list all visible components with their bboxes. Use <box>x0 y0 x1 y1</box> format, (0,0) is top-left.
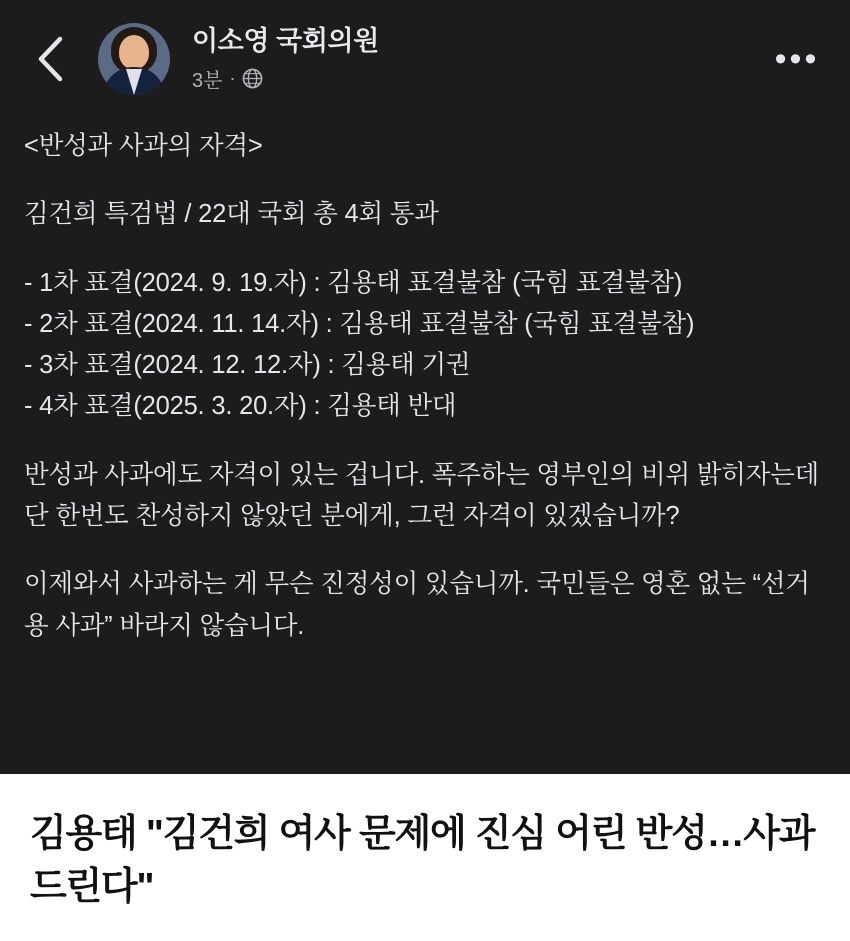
back-button[interactable] <box>24 33 76 85</box>
avatar-face <box>119 35 149 69</box>
post-title-line: <반성과 사과의 자격> <box>24 132 263 160</box>
meta-separator: · <box>229 68 236 89</box>
post-paragraph-1: 반성과 사과에도 자격이 있는 겁니다. 폭주하는 영부인의 비위 밝히자는데 단 한번도 찬성하지 않았던 분에게, 그런 자격이 있겠습니까? <box>24 460 819 531</box>
spacer-3 <box>24 428 826 455</box>
spacer-1 <box>24 167 826 194</box>
timestamp[interactable]: 3분 <box>192 70 223 93</box>
post-text <box>0 118 850 774</box>
post-paragraph-2: 이제와서 사과하는 게 무슨 진정성이 있습니까. 국민들은 영혼 없는 “선거용 사과” 바라지 않습니다. <box>24 570 810 640</box>
ellipsis-icon: ••• <box>774 39 820 78</box>
avatar[interactable] <box>98 23 170 95</box>
vote-line: - 3차 표결(2024. 12. 12.자) : 김용태 기권 <box>24 351 471 380</box>
vote-line: - 2차 표결(2024. 11. 14.자) : 김용태 표결불참 (국힘 표결불참) <box>24 309 695 338</box>
more-options-button[interactable] <box>770 37 824 81</box>
author-name[interactable]: 이소영 국회의원 <box>192 25 379 56</box>
post-subtitle-line: 김건희 특검법 / 22대 국회 총 4회 통과 <box>24 200 439 229</box>
post-meta <box>192 64 770 93</box>
globe-icon[interactable] <box>242 68 263 89</box>
link-preview-headline: 김용태 "김건희 여사 문제에 진심 어린 반성…사과드린다" <box>30 813 815 908</box>
post-header <box>0 0 850 118</box>
header-text-block <box>192 25 770 94</box>
vote-line: - 1차 표결(2024. 9. 19.자) : 김용태 표결불참 (국힘 표결불참) <box>24 268 683 297</box>
spacer-2 <box>24 236 826 263</box>
vote-list <box>24 263 826 428</box>
vote-line: - 4차 표결(2025. 3. 20.자) : 김용태 반대 <box>24 392 457 421</box>
spacer-4 <box>24 537 826 564</box>
link-preview-card[interactable] <box>0 774 850 941</box>
chevron-left-icon <box>35 36 65 82</box>
